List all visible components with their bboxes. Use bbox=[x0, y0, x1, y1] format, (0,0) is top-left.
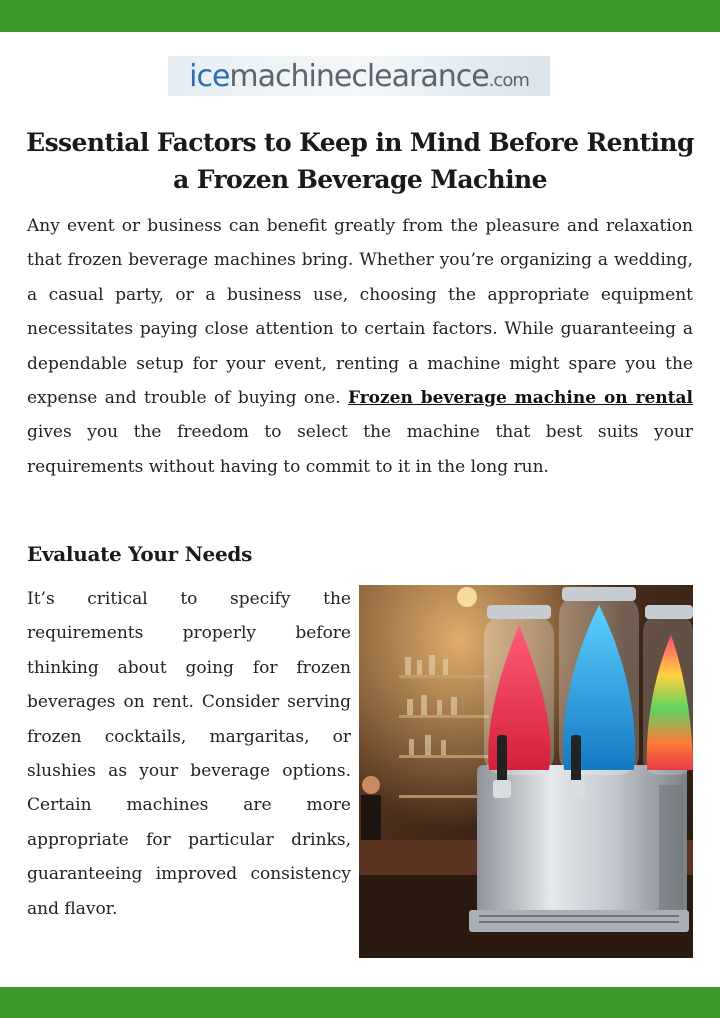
section-heading: Evaluate Your Needs bbox=[27, 542, 253, 566]
site-logo[interactable] bbox=[168, 56, 550, 96]
intro-paragraph: Any event or business can benefit greatly from the pleasure and relaxation that frozen beverage machines bring. Whether you’re organizing a wedding, a casual party, or a business use, choosing the appropriate equipment necessitates paying close attention to certain factors. While guaranteeing a dependable setup for your event, renting a machine might spare you the expense and trouble of buying one. Frozen beverage machine on rental gives you the freedom to select the machine that best suits your requirements without having to commit to it in the long run. bbox=[27, 216, 693, 477]
page-title: Essential Factors to Keep in Mind Before Renting a Frozen Beverage Machine bbox=[26, 128, 694, 194]
frozen-beverage-machine-photo bbox=[359, 585, 693, 958]
logo-text: icemachineclearance.com bbox=[189, 58, 529, 94]
section-paragraph: It’s critical to specify the requirements properly before thinking about going for frozen beverages on rent. Consider serving frozen cocktails, margaritas, or slushies as your beverage options. Certain machines are more appropriate for particular drinks, guaranteeing improved consistency and flavor. bbox=[27, 589, 351, 919]
bottom-green-bar bbox=[0, 987, 720, 1018]
rental-link[interactable]: Frozen beverage machine on rental bbox=[347, 388, 693, 409]
top-green-bar bbox=[0, 0, 720, 32]
